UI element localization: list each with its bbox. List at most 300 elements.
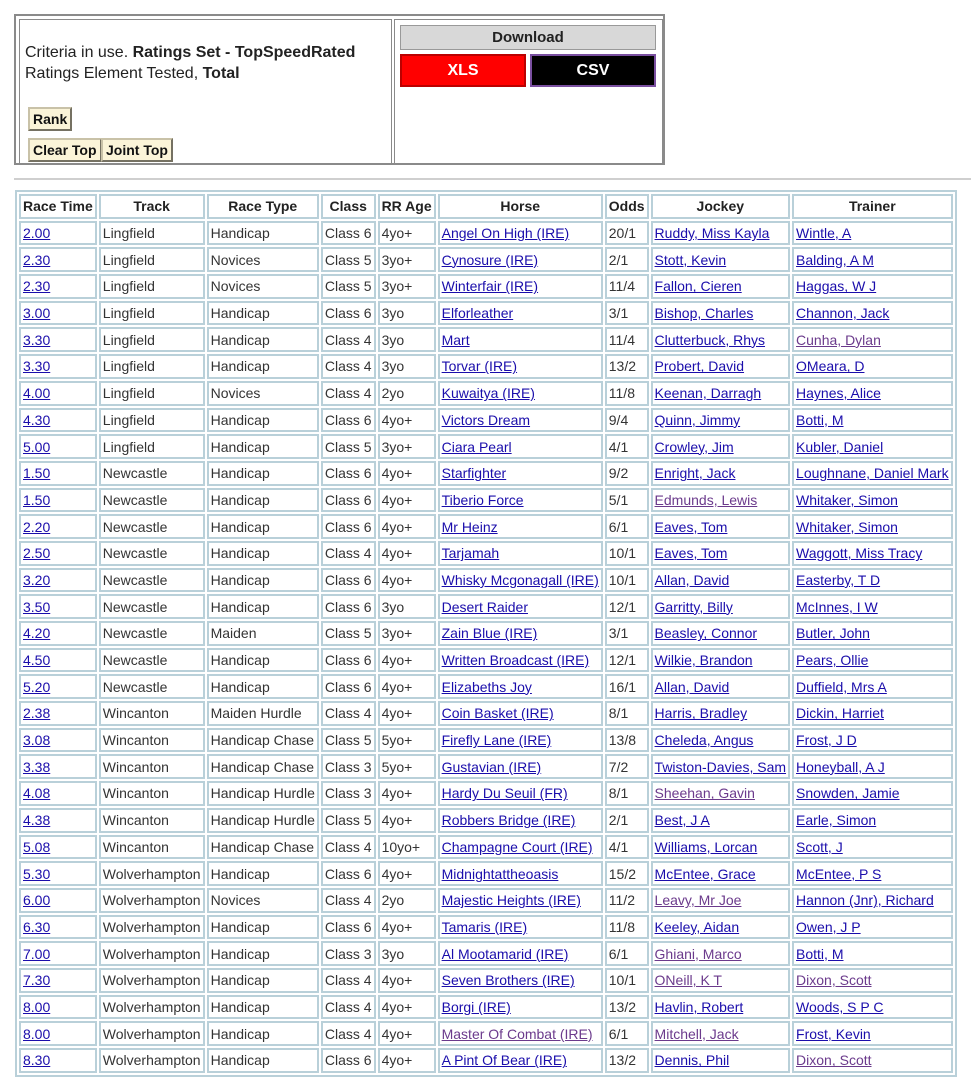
table-row	[19, 674, 953, 699]
horse-cell	[438, 221, 603, 246]
trainer-link[interactable]: McInnes, I W	[796, 598, 878, 615]
separator	[14, 178, 971, 180]
track-cell: Wolverhampton	[99, 1048, 205, 1073]
race-time-link[interactable]: 4.30	[23, 411, 51, 428]
trainer-link[interactable]: Frost, J D	[796, 732, 857, 749]
race-time-link[interactable]: 4.00	[23, 385, 51, 402]
jockey-cell	[651, 541, 790, 566]
class-cell: Class 3	[321, 754, 376, 779]
horse-link[interactable]: Written Broadcast (IRE)	[441, 652, 590, 669]
trainer-link[interactable]: Wintle, A	[796, 225, 852, 242]
jockey-cell	[651, 408, 790, 433]
race-time-link[interactable]: 3.30	[23, 331, 51, 348]
race-type-cell: Handicap Hurdle	[207, 781, 319, 806]
race-time-link[interactable]: 6.30	[23, 918, 51, 935]
trainer-cell	[792, 648, 953, 673]
table-row	[19, 381, 953, 406]
horse-cell	[438, 301, 603, 326]
class-cell: Class 6	[321, 461, 376, 486]
race-time-cell	[19, 781, 97, 806]
odds-cell: 11/4	[605, 274, 649, 299]
race-time-cell	[19, 888, 97, 913]
odds-cell: 13/2	[605, 1048, 649, 1073]
trainer-cell	[792, 594, 953, 619]
track-cell: Newcastle	[99, 568, 205, 593]
horse-cell	[438, 541, 603, 566]
horse-link[interactable]: Master Of Combat (IRE)	[441, 1025, 593, 1042]
table-row	[19, 968, 953, 993]
odds-cell: 6/1	[605, 941, 649, 966]
header-trainer[interactable]: Trainer	[792, 194, 953, 219]
horse-link[interactable]: Tamaris (IRE)	[441, 918, 528, 935]
rr-age-cell: 3yo+	[378, 274, 436, 299]
race-time-link[interactable]: 4.38	[23, 812, 51, 829]
race-time-link[interactable]: 8.00	[23, 998, 51, 1015]
header-rr-age[interactable]: RR Age	[378, 194, 436, 219]
clear-top-button[interactable]: Clear Top	[28, 138, 102, 162]
horse-cell	[438, 514, 603, 539]
jockey-cell	[651, 888, 790, 913]
odds-cell: 8/1	[605, 781, 649, 806]
results-body	[19, 221, 953, 1073]
jockey-link[interactable]: Allan, David	[654, 678, 730, 695]
header-race-type[interactable]: Race Type	[207, 194, 319, 219]
horse-link[interactable]: Midnightattheoasis	[441, 865, 559, 882]
trainer-link[interactable]: Frost, Kevin	[796, 1025, 871, 1042]
race-time-link[interactable]: 5.08	[23, 838, 51, 855]
horse-link[interactable]: Zain Blue (IRE)	[441, 625, 538, 642]
table-row	[19, 835, 953, 860]
rr-age-cell: 5yo+	[378, 754, 436, 779]
jockey-link[interactable]: ONeill, K T	[654, 972, 722, 989]
jockey-cell	[651, 968, 790, 993]
jockey-cell	[651, 327, 790, 352]
track-cell: Lingfield	[99, 381, 205, 406]
odds-cell: 4/1	[605, 835, 649, 860]
race-time-link[interactable]: 5.20	[23, 678, 51, 695]
header-horse[interactable]: Horse	[438, 194, 603, 219]
class-cell: Class 6	[321, 915, 376, 940]
rr-age-cell: 3yo	[378, 941, 436, 966]
race-type-cell: Handicap	[207, 648, 319, 673]
horse-link[interactable]: Seven Brothers (IRE)	[441, 972, 575, 989]
rr-age-cell: 3yo	[378, 301, 436, 326]
race-time-cell	[19, 861, 97, 886]
results-table	[15, 190, 957, 1077]
horse-link[interactable]: A Pint Of Bear (IRE)	[441, 1052, 567, 1069]
class-cell: Class 6	[321, 221, 376, 246]
race-type-cell: Novices	[207, 274, 319, 299]
trainer-link[interactable]: Duffield, Mrs A	[796, 678, 887, 695]
track-cell: Lingfield	[99, 354, 205, 379]
jockey-link[interactable]: McEntee, Grace	[654, 865, 756, 882]
race-time-link[interactable]: 6.00	[23, 892, 51, 909]
odds-cell: 11/2	[605, 888, 649, 913]
header-class[interactable]: Class	[321, 194, 376, 219]
horse-cell	[438, 941, 603, 966]
odds-cell: 13/2	[605, 995, 649, 1020]
trainer-cell	[792, 941, 953, 966]
race-time-link[interactable]: 1.50	[23, 465, 51, 482]
race-type-cell: Handicap	[207, 1021, 319, 1046]
trainer-cell	[792, 888, 953, 913]
race-time-link[interactable]: 4.08	[23, 785, 51, 802]
horse-link[interactable]: Robbers Bridge (IRE)	[441, 812, 576, 829]
horse-cell	[438, 408, 603, 433]
rr-age-cell: 2yo	[378, 888, 436, 913]
jockey-link[interactable]: Stott, Kevin	[654, 251, 727, 268]
trainer-link[interactable]: Earle, Simon	[796, 812, 877, 829]
race-type-cell: Handicap	[207, 995, 319, 1020]
horse-link[interactable]: Winterfair (IRE)	[441, 278, 539, 295]
race-type-cell: Handicap	[207, 354, 319, 379]
horse-link[interactable]: Champagne Court (IRE)	[441, 838, 593, 855]
race-time-link[interactable]: 1.50	[23, 491, 51, 508]
rr-age-cell: 3yo+	[378, 434, 436, 459]
joint-top-button[interactable]: Joint Top	[101, 138, 173, 162]
trainer-link[interactable]: Dixon, Scott	[796, 1052, 872, 1069]
trainer-link[interactable]: Cunha, Dylan	[796, 331, 881, 348]
odds-cell: 3/1	[605, 301, 649, 326]
odds-cell: 2/1	[605, 247, 649, 272]
race-time-link[interactable]: 2.50	[23, 545, 51, 562]
jockey-link[interactable]: Cheleda, Angus	[654, 732, 754, 749]
track-cell: Newcastle	[99, 674, 205, 699]
track-cell: Newcastle	[99, 594, 205, 619]
race-time-cell	[19, 808, 97, 833]
criteria-prefix: Criteria in use.	[25, 44, 133, 61]
race-time-link[interactable]: 5.00	[23, 438, 51, 455]
race-type-cell: Handicap	[207, 408, 319, 433]
trainer-link[interactable]: Dickin, Harriet	[796, 705, 884, 722]
horse-link[interactable]: Victors Dream	[441, 411, 531, 428]
rr-age-cell: 4yo+	[378, 408, 436, 433]
horse-link[interactable]: Elizabeths Joy	[441, 678, 532, 695]
table-row	[19, 274, 953, 299]
class-cell: Class 5	[321, 728, 376, 753]
table-row	[19, 915, 953, 940]
race-time-cell	[19, 835, 97, 860]
rr-age-cell: 5yo+	[378, 728, 436, 753]
trainer-link[interactable]: Balding, A M	[796, 251, 874, 268]
race-type-cell: Handicap	[207, 434, 319, 459]
jockey-cell	[651, 835, 790, 860]
trainer-cell	[792, 301, 953, 326]
track-cell: Lingfield	[99, 301, 205, 326]
track-cell: Lingfield	[99, 434, 205, 459]
element-value: Total	[202, 65, 240, 82]
odds-cell: 10/1	[605, 568, 649, 593]
criteria-text	[25, 42, 355, 84]
jockey-cell	[651, 1048, 790, 1073]
race-type-cell: Handicap	[207, 514, 319, 539]
jockey-link[interactable]: Fallon, Cieren	[654, 278, 742, 295]
horse-cell	[438, 461, 603, 486]
rr-age-cell: 4yo+	[378, 541, 436, 566]
jockey-link[interactable]: Mitchell, Jack	[654, 1025, 739, 1042]
track-cell: Newcastle	[99, 541, 205, 566]
jockey-link[interactable]: Sheehan, Gavin	[654, 785, 755, 802]
jockey-link[interactable]: Williams, Lorcan	[654, 838, 758, 855]
csv-download-button[interactable]: CSV	[530, 54, 656, 87]
trainer-link[interactable]: Pears, Ollie	[796, 652, 869, 669]
horse-link[interactable]: Tiberio Force	[441, 491, 524, 508]
jockey-cell	[651, 754, 790, 779]
race-type-cell: Novices	[207, 247, 319, 272]
race-time-link[interactable]: 5.30	[23, 865, 51, 882]
race-time-cell	[19, 995, 97, 1020]
rr-age-cell: 4yo+	[378, 808, 436, 833]
jockey-link[interactable]: Eaves, Tom	[654, 545, 728, 562]
horse-link[interactable]: Coin Basket (IRE)	[441, 705, 554, 722]
jockey-link[interactable]: Keeley, Aidan	[654, 918, 740, 935]
rr-age-cell: 3yo	[378, 594, 436, 619]
rr-age-cell: 3yo+	[378, 621, 436, 646]
trainer-link[interactable]: Hannon (Jnr), Richard	[796, 892, 934, 909]
odds-cell: 5/1	[605, 488, 649, 513]
odds-cell: 7/2	[605, 754, 649, 779]
jockey-link[interactable]: Clutterbuck, Rhys	[654, 331, 766, 348]
jockey-link[interactable]: Bishop, Charles	[654, 305, 754, 322]
jockey-cell	[651, 648, 790, 673]
race-time-link[interactable]: 2.30	[23, 278, 51, 295]
odds-cell: 4/1	[605, 434, 649, 459]
race-time-link[interactable]: 2.00	[23, 225, 51, 242]
jockey-link[interactable]: Dennis, Phil	[654, 1052, 730, 1069]
horse-link[interactable]: Majestic Heights (IRE)	[441, 892, 581, 909]
track-cell: Wincanton	[99, 835, 205, 860]
table-row	[19, 327, 953, 352]
jockey-link[interactable]: Ruddy, Miss Kayla	[654, 225, 770, 242]
jockey-cell	[651, 1021, 790, 1046]
jockey-cell	[651, 488, 790, 513]
race-time-link[interactable]: 7.00	[23, 945, 51, 962]
track-cell: Lingfield	[99, 408, 205, 433]
race-time-link[interactable]: 7.30	[23, 972, 51, 989]
horse-link[interactable]: Desert Raider	[441, 598, 528, 615]
rr-age-cell: 4yo+	[378, 995, 436, 1020]
table-row	[19, 648, 953, 673]
race-type-cell: Handicap	[207, 461, 319, 486]
race-time-link[interactable]: 2.38	[23, 705, 51, 722]
race-time-link[interactable]: 3.38	[23, 758, 51, 775]
rr-age-cell: 4yo+	[378, 568, 436, 593]
horse-link[interactable]: Kuwaitya (IRE)	[441, 385, 535, 402]
jockey-link[interactable]: Harris, Bradley	[654, 705, 748, 722]
race-time-cell	[19, 327, 97, 352]
horse-link[interactable]: Mr Heinz	[441, 518, 498, 535]
rr-age-cell: 4yo+	[378, 968, 436, 993]
jockey-link[interactable]: Leavy, Mr Joe	[654, 892, 742, 909]
header-track[interactable]: Track	[99, 194, 205, 219]
header-odds[interactable]: Odds	[605, 194, 649, 219]
race-time-link[interactable]: 2.30	[23, 251, 51, 268]
horse-link[interactable]: Mart	[441, 331, 470, 348]
horse-link[interactable]: Firefly Lane (IRE)	[441, 732, 552, 749]
trainer-link[interactable]: Haynes, Alice	[796, 385, 881, 402]
jockey-cell	[651, 861, 790, 886]
trainer-link[interactable]: Butler, John	[796, 625, 870, 642]
class-cell: Class 6	[321, 514, 376, 539]
trainer-link[interactable]: McEntee, P S	[796, 865, 882, 882]
race-type-cell: Handicap	[207, 915, 319, 940]
rr-age-cell: 4yo+	[378, 674, 436, 699]
rr-age-cell: 3yo	[378, 354, 436, 379]
jockey-link[interactable]: Probert, David	[654, 358, 745, 375]
race-time-link[interactable]: 3.08	[23, 732, 51, 749]
trainer-link[interactable]: Easterby, T D	[796, 571, 881, 588]
jockey-link[interactable]: Enright, Jack	[654, 465, 736, 482]
race-time-link[interactable]: 3.00	[23, 305, 51, 322]
race-time-link[interactable]: 4.20	[23, 625, 51, 642]
trainer-link[interactable]: Botti, M	[796, 411, 844, 428]
jockey-cell	[651, 674, 790, 699]
trainer-link[interactable]: Woods, S P C	[796, 998, 884, 1015]
track-cell: Wolverhampton	[99, 888, 205, 913]
jockey-link[interactable]: Keenan, Darragh	[654, 385, 762, 402]
jockey-cell	[651, 781, 790, 806]
horse-link[interactable]: Elforleather	[441, 305, 514, 322]
race-type-cell: Handicap	[207, 301, 319, 326]
rr-age-cell: 4yo+	[378, 461, 436, 486]
jockey-cell	[651, 728, 790, 753]
header-jockey[interactable]: Jockey	[651, 194, 790, 219]
horse-cell	[438, 995, 603, 1020]
table-row	[19, 1048, 953, 1073]
trainer-link[interactable]: Whitaker, Simon	[796, 491, 898, 508]
horse-cell	[438, 434, 603, 459]
horse-link[interactable]: Al Mootamarid (IRE)	[441, 945, 569, 962]
horse-link[interactable]: Torvar (IRE)	[441, 358, 518, 375]
trainer-link[interactable]: Waggott, Miss Tracy	[796, 545, 923, 562]
trainer-link[interactable]: Dixon, Scott	[796, 972, 872, 989]
class-cell: Class 4	[321, 701, 376, 726]
horse-cell	[438, 247, 603, 272]
horse-cell	[438, 568, 603, 593]
track-cell: Lingfield	[99, 327, 205, 352]
class-cell: Class 4	[321, 354, 376, 379]
race-type-cell: Handicap	[207, 541, 319, 566]
horse-cell	[438, 754, 603, 779]
jockey-link[interactable]: Crowley, Jim	[654, 438, 734, 455]
odds-cell: 6/1	[605, 514, 649, 539]
jockey-link[interactable]: Havlin, Robert	[654, 998, 744, 1015]
odds-cell: 13/8	[605, 728, 649, 753]
race-time-link[interactable]: 3.50	[23, 598, 51, 615]
trainer-link[interactable]: Kubler, Daniel	[796, 438, 884, 455]
jockey-link[interactable]: Wilkie, Brandon	[654, 652, 753, 669]
race-time-link[interactable]: 2.20	[23, 518, 51, 535]
track-cell: Wincanton	[99, 728, 205, 753]
race-time-cell	[19, 541, 97, 566]
horse-link[interactable]: Borgi (IRE)	[441, 998, 511, 1015]
horse-link[interactable]: Cynosure (IRE)	[441, 251, 539, 268]
table-row	[19, 221, 953, 246]
jockey-cell	[651, 915, 790, 940]
horse-link[interactable]: Angel On High (IRE)	[441, 225, 570, 242]
horse-link[interactable]: Hardy Du Seuil (FR)	[441, 785, 568, 802]
rank-button[interactable]: Rank	[28, 107, 72, 131]
header-race-time[interactable]: Race Time	[19, 194, 97, 219]
trainer-link[interactable]: Channon, Jack	[796, 305, 890, 322]
trainer-link[interactable]: Owen, J P	[796, 918, 861, 935]
race-time-link[interactable]: 4.50	[23, 652, 51, 669]
odds-cell: 9/4	[605, 408, 649, 433]
table-row	[19, 354, 953, 379]
jockey-link[interactable]: Twiston-Davies, Sam	[654, 758, 787, 775]
trainer-link[interactable]: Botti, M	[796, 945, 844, 962]
horse-link[interactable]: Tarjamah	[441, 545, 500, 562]
race-time-cell	[19, 488, 97, 513]
race-type-cell: Handicap	[207, 327, 319, 352]
race-time-cell	[19, 301, 97, 326]
race-time-link[interactable]: 8.30	[23, 1052, 51, 1069]
race-time-cell	[19, 915, 97, 940]
jockey-link[interactable]: Allan, David	[654, 571, 730, 588]
track-cell: Wincanton	[99, 781, 205, 806]
trainer-link[interactable]: OMeara, D	[796, 358, 865, 375]
jockey-link[interactable]: Garritty, Billy	[654, 598, 733, 615]
trainer-cell	[792, 434, 953, 459]
trainer-link[interactable]: Whitaker, Simon	[796, 518, 898, 535]
trainer-link[interactable]: Honeyball, A J	[796, 758, 885, 775]
jockey-link[interactable]: Quinn, Jimmy	[654, 411, 741, 428]
class-cell: Class 6	[321, 301, 376, 326]
trainer-link[interactable]: Loughnane, Daniel Mark	[796, 465, 949, 482]
trainer-link[interactable]: Snowden, Jamie	[796, 785, 900, 802]
jockey-link[interactable]: Ghiani, Marco	[654, 945, 742, 962]
horse-cell	[438, 835, 603, 860]
class-cell: Class 6	[321, 568, 376, 593]
race-time-cell	[19, 408, 97, 433]
race-time-link[interactable]: 3.20	[23, 571, 51, 588]
track-cell: Newcastle	[99, 488, 205, 513]
race-type-cell: Handicap Hurdle	[207, 808, 319, 833]
race-type-cell: Handicap	[207, 594, 319, 619]
trainer-link[interactable]: Scott, J	[796, 838, 843, 855]
race-time-cell	[19, 221, 97, 246]
horse-cell	[438, 648, 603, 673]
rr-age-cell: 4yo+	[378, 514, 436, 539]
horse-link[interactable]: Whisky Mcgonagall (IRE)	[441, 571, 599, 588]
jockey-link[interactable]: Edmunds, Lewis	[654, 491, 758, 508]
trainer-cell	[792, 274, 953, 299]
race-time-link[interactable]: 3.30	[23, 358, 51, 375]
odds-cell: 20/1	[605, 221, 649, 246]
jockey-link[interactable]: Eaves, Tom	[654, 518, 728, 535]
odds-cell: 10/1	[605, 541, 649, 566]
jockey-link[interactable]: Best, J A	[654, 812, 710, 829]
horse-link[interactable]: Gustavian (IRE)	[441, 758, 542, 775]
horse-link[interactable]: Starfighter	[441, 465, 507, 482]
trainer-link[interactable]: Haggas, W J	[796, 278, 877, 295]
horse-link[interactable]: Ciara Pearl	[441, 438, 512, 455]
jockey-cell	[651, 621, 790, 646]
odds-cell: 2/1	[605, 808, 649, 833]
race-time-cell	[19, 754, 97, 779]
xls-download-button[interactable]: XLS	[400, 54, 526, 87]
track-cell: Lingfield	[99, 274, 205, 299]
race-time-cell	[19, 728, 97, 753]
jockey-cell	[651, 941, 790, 966]
track-cell: Newcastle	[99, 621, 205, 646]
track-cell: Wolverhampton	[99, 995, 205, 1020]
class-cell: Class 5	[321, 621, 376, 646]
jockey-cell	[651, 995, 790, 1020]
race-type-cell: Maiden	[207, 621, 319, 646]
jockey-link[interactable]: Beasley, Connor	[654, 625, 758, 642]
race-time-link[interactable]: 8.00	[23, 1025, 51, 1042]
